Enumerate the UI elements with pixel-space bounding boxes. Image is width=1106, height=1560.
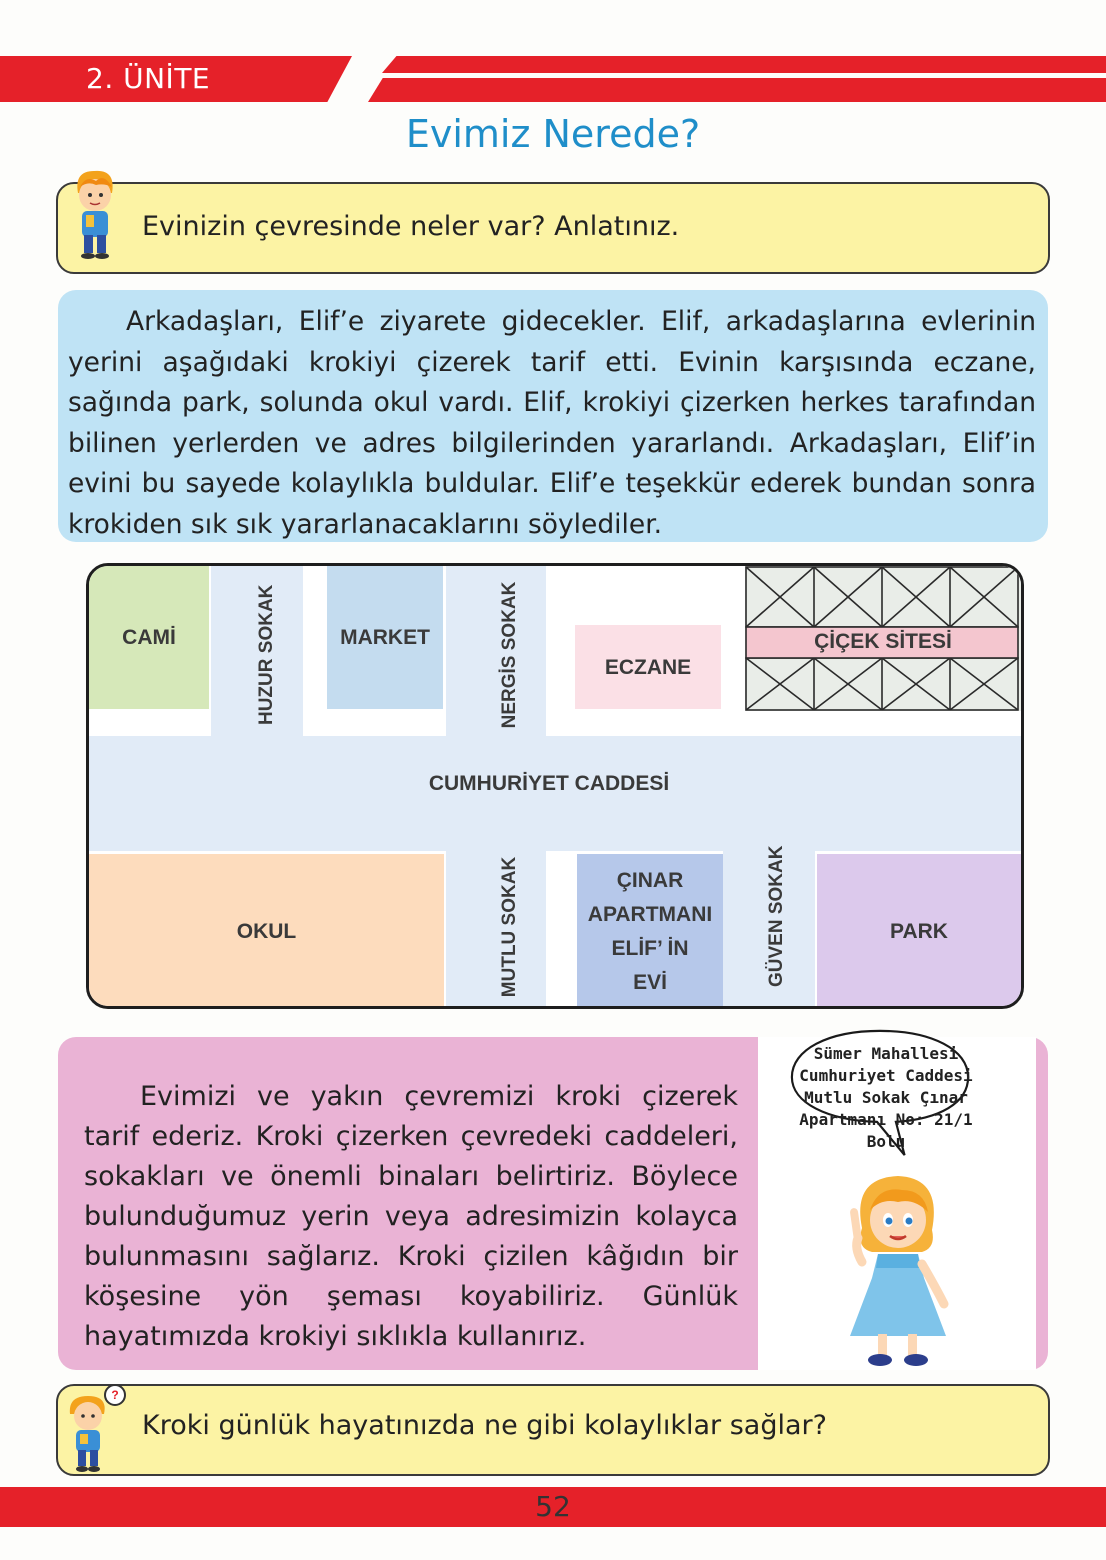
header-stripes — [368, 56, 1106, 102]
cinar-label-3: ELİF’ İN — [611, 937, 689, 960]
cami-label: CAMİ — [122, 626, 176, 649]
address-line-5: Bolu — [866, 1132, 906, 1151]
address-line-1: Sümer Mahallesi — [813, 1044, 959, 1063]
unit-label: 2. ÜNİTE — [86, 62, 211, 95]
okul-label: OKUL — [236, 920, 297, 943]
kroki-map — [86, 563, 1024, 1009]
park-label: PARK — [890, 920, 948, 943]
girl-pointing-icon — [832, 1168, 962, 1370]
question-top-text: Evinizin çevresinde neler var? Anlatınız. — [142, 211, 680, 242]
cinar-label-4: EVİ — [633, 971, 667, 994]
cinar-label-2: APARTMANI — [587, 903, 713, 926]
huzur-sokak-label: HUZUR SOKAK — [256, 584, 277, 725]
story-box — [58, 290, 1048, 542]
page-number: 52 — [535, 1490, 571, 1523]
address-line-3: Mutlu Sokak Çınar — [804, 1088, 968, 1107]
eczane-label: ECZANE — [604, 656, 692, 679]
page-title: Evimiz Nerede? — [405, 112, 701, 156]
address-line-4: Apartmanı No: 21/1 — [799, 1110, 973, 1129]
cicek-sitesi-label: ÇİÇEK SİTESİ — [814, 630, 952, 653]
cumhuriyet-caddesi-label: CUMHURİYET CADDESİ — [428, 772, 670, 795]
cinar-label-1: ÇINAR — [616, 869, 684, 892]
address-text — [768, 1043, 1004, 1153]
market-label: MARKET — [340, 626, 430, 649]
question-bottom-text: Kroki günlük hayatınızda ne gibi kolaylıklar sağlar? — [142, 1410, 827, 1441]
nergis-sokak-label: NERGİS SOKAK — [499, 581, 520, 729]
info-text: Evimizi ve yakın çevremizi kroki çizerek tarif ederiz. Kroki çizerken çevredeki caddeleri, sokakları ve önemli binaları belirtiriz. Böylece bulunduğumuz yerin veya adresimizin kolayca bulunmasını sağlarız. Kroki çizilen kâğıdın bir köşesine yön şeması koyabiliriz. Günlük hayatımızda krokiyi sıklıkla kullanırız. — [84, 1081, 738, 1352]
mutlu-road — [446, 826, 546, 1006]
guven-sokak-label: GÜVEN SOKAK — [766, 845, 787, 987]
question-mark-icon: ? — [104, 1384, 126, 1406]
mutlu-sokak-label: MUTLU SOKAK — [499, 856, 520, 998]
boy-thinking-icon — [60, 163, 130, 263]
address-line-2: Cumhuriyet Caddesi — [799, 1066, 973, 1085]
story-text: Arkadaşları, Elif’e ziyarete gidecekler. Elif, arkadaşlarına evlerinin yerini aşağıdaki krokiyi çizerek tarif etti. Evinin karşısında eczane, sağında park, solunda okul vardı. Elif, krokiyi çizerken herkes tarafından bilinen yerlerden ve adres bilgilerinden yararlandı. Arkadaşları, Elif’in evini bu sayede kolaylıkla buldular. Elif’e teşekkür ederek bundan sonra krokiden sık sık yararlanacaklarını söylediler. — [68, 306, 1036, 540]
nergis-road — [446, 566, 546, 766]
